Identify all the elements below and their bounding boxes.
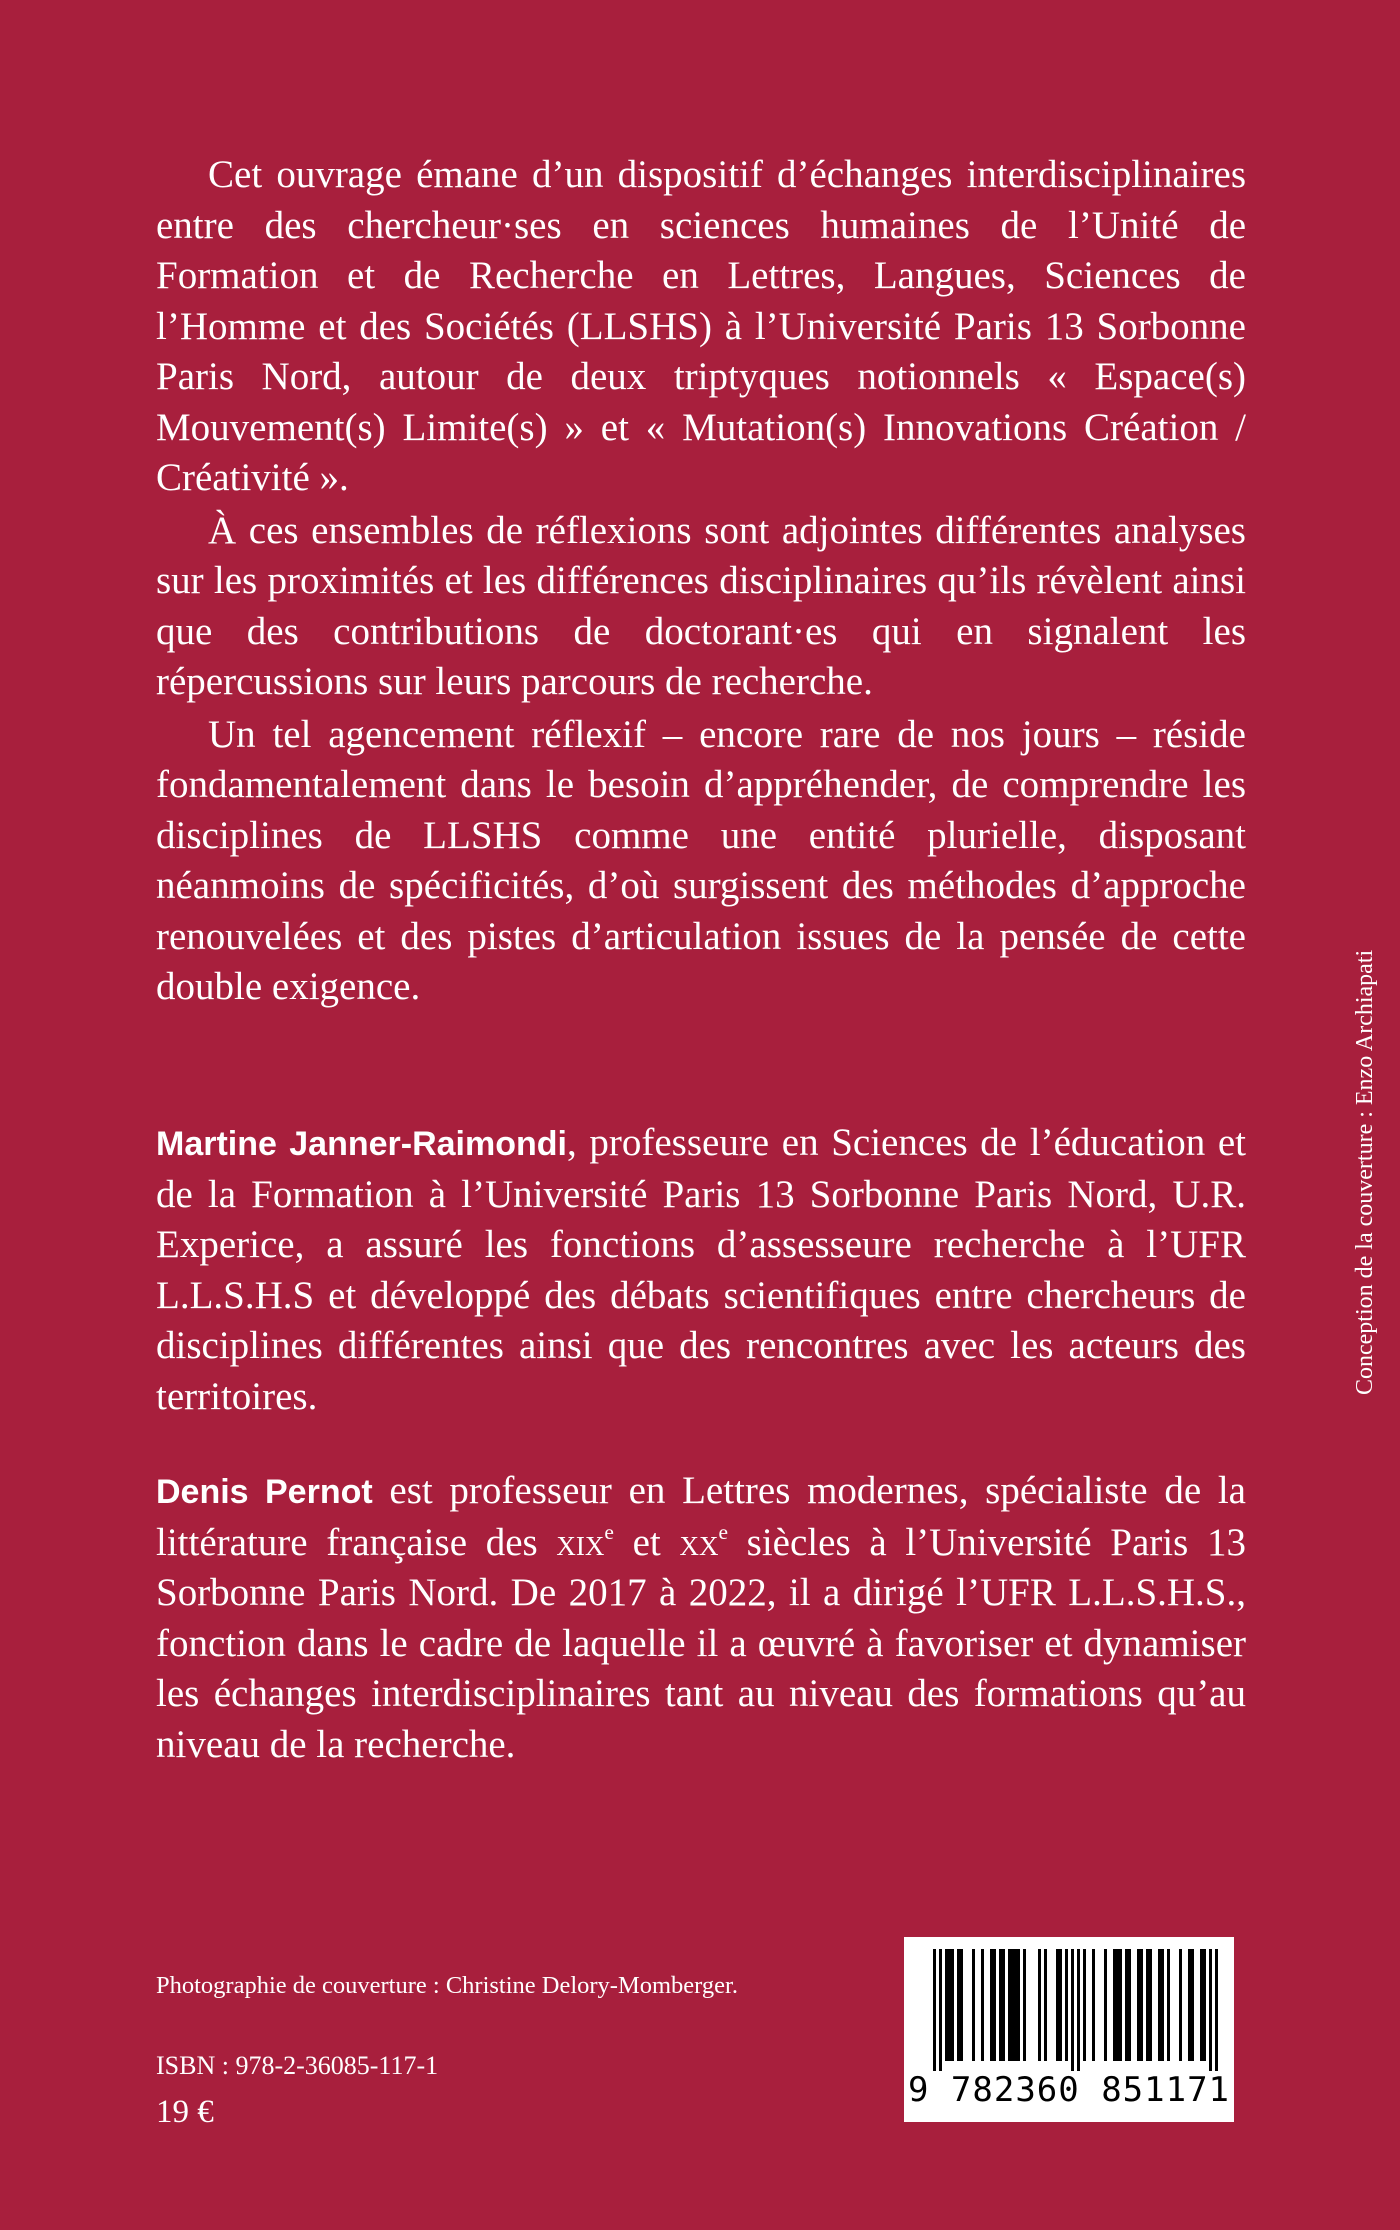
author-bio-2-text-a: est professeur en Lettres modernes, spécialiste de la littérature française des: [156, 1469, 1246, 1564]
photo-credit: Photographie de couverture : Christine Delory-Momberger.: [156, 1972, 738, 1999]
barcode-bar: [990, 1949, 993, 2061]
barcode-bar: [1128, 1949, 1131, 2061]
barcode-bar: [1044, 1949, 1047, 2061]
century-20: xx: [679, 1520, 719, 1564]
author-name-2: Denis Pernot: [156, 1473, 373, 1511]
author-bios: [156, 1118, 1246, 1770]
author-bio-2-text-c: siècles à l’Université Paris 13 Sorbonne Paris Nord. De 2017 à 2022, il a dirigé l’UFR L.L.S.H.S., fonction dans le cadre de laquelle il a œuvré à favoriser et dynamiser les échanges interdisciplinaires tant au niveau des formations qu’au niveau de la recherche.: [156, 1520, 1246, 1766]
barcode-bar: [1125, 1949, 1128, 2061]
barcode-bar: [1002, 1949, 1005, 2061]
barcode-bar: [1149, 1949, 1152, 2061]
barcode-bar: [1023, 1949, 1026, 2061]
barcode-bar: [1017, 1949, 1020, 2061]
barcode-bar: [1083, 1949, 1086, 2061]
barcode-bar: [1059, 1949, 1062, 2061]
author-bio-2: [156, 1466, 1246, 1770]
barcode-bar: [1077, 1949, 1080, 2071]
author-bio-1-text: , professeure en Sciences de l’éducation et de la Formation à l’Université Paris 13 Sorbonne Paris Nord, U.R. Experice, a assuré les fonctions d’assesseure recherche à l’UFR L.L.S.H.S et développé des débats scientifiques entre chercheurs de disciplines différentes ainsi que des rencontres avec les acteurs des territoires.: [156, 1121, 1246, 1418]
barcode-bar: [957, 1949, 960, 2061]
barcode-bar: [1113, 1949, 1116, 2061]
barcode-bar: [1038, 1949, 1041, 2061]
barcode-bar: [1215, 1949, 1218, 2071]
barcode-bar: [981, 1949, 984, 2061]
barcode-bar: [1188, 1949, 1191, 2061]
barcode-bar: [1071, 1949, 1074, 2071]
barcode-bar: [993, 1949, 996, 2061]
barcode-bar: [1008, 1949, 1011, 2061]
isbn: ISBN : 978-2-36085-117-1: [156, 2051, 439, 2080]
barcode-bar: [1179, 1949, 1182, 2061]
summary-paragraph-3: Un tel agencement réflexif – encore rare de nos jours – réside fondamentalement dans le besoin d’appréhender, de comprendre les disciplines de LLSHS comme une entité plurielle, disposant néanmoins de spécificités, d’où surgissent des méthodes d’approche renouvelées et des pistes d’articulation issues de la pensée de cette double exigence.: [156, 712, 1246, 1008]
barcode-bar: [1116, 1949, 1119, 2061]
barcode-bar: [939, 1949, 942, 2071]
author-bio-1: [156, 1118, 1246, 1422]
barcode-bar: [1203, 1949, 1206, 2061]
barcode-bar: [1140, 1949, 1143, 2061]
barcode-bar: [948, 1949, 951, 2061]
barcode-bar: [1158, 1949, 1161, 2061]
barcode-bar: [933, 1949, 936, 2071]
barcode-bar: [1167, 1949, 1170, 2061]
barcode-bar: [1200, 1949, 1203, 2061]
barcode-bar: [972, 1949, 975, 2061]
barcode-bar: [951, 1949, 954, 2061]
summary-paragraph-1: Cet ouvrage émane d’un dispositif d’échanges interdisciplinaires entre des chercheur·ses en sciences humaines de l’Unité de Formation et de Recherche en Lettres, Langues, Sciences de l’Homme et des Sociétés (LLSHS) à l’Université Paris 13 Sorbonne Paris Nord, autour de deux triptyques notionnels « Espace(s) Mouvement(s) Limite(s) » et « Mutation(s) Innovations Création / Créativité ».: [156, 153, 1246, 499]
barcode-bar: [945, 1949, 948, 2061]
price: 19 €: [156, 2094, 214, 2130]
barcode-bar: [1065, 1949, 1068, 2061]
barcode-bar: [1137, 1949, 1140, 2061]
century-19-sup: e: [604, 1519, 614, 1544]
barcode-bars: [904, 1937, 1234, 2072]
barcode-bar: [1011, 1949, 1014, 2061]
barcode: [904, 1937, 1234, 2122]
barcode-bar: [1146, 1949, 1149, 2061]
barcode-bar: [1161, 1949, 1164, 2061]
century-19: xix: [556, 1520, 605, 1564]
barcode-bar: [999, 1949, 1002, 2061]
barcode-bar: [960, 1949, 963, 2061]
author-name-1: Martine Janner-Raimondi: [156, 1125, 567, 1163]
barcode-bar: [1209, 1949, 1212, 2071]
barcode-bar: [1104, 1949, 1107, 2061]
cover-design-credit: Conception de la couverture : Enzo Archiapati: [1352, 949, 1378, 1395]
barcode-bar: [1119, 1949, 1122, 2061]
author-bio-2-text-b: et: [613, 1520, 680, 1564]
barcode-bar: [1191, 1949, 1194, 2061]
century-20-sup: e: [718, 1519, 728, 1544]
barcode-bar: [1092, 1949, 1095, 2061]
barcode-bar: [1056, 1949, 1059, 2061]
back-cover-summary: [156, 150, 1246, 1013]
summary-paragraph-2: À ces ensembles de réflexions sont adjointes différentes analyses sur les proximités et les différences disciplinaires qu’ils révèlent ainsi que des contributions de doctorant·es qui en signalent les répercussions sur leurs parcours de recherche.: [156, 508, 1246, 703]
barcode-bar: [1014, 1949, 1017, 2061]
barcode-digits: 9 782360 851171: [907, 2070, 1231, 2110]
